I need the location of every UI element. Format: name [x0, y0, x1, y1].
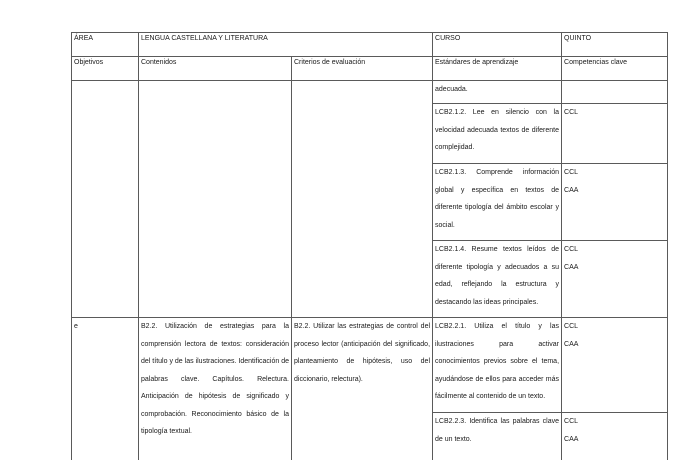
area-value: LENGUA CASTELLANA Y LITERATURA: [139, 33, 433, 57]
competencias-cell: CCL: [562, 104, 668, 164]
col-objetivos: Objetivos: [72, 57, 139, 81]
contenido-cell: B2.2. Utilización de estrategias para la comprensión lectora de textos: consideración del título y de las ilustraciones. Identificación de palabras clave. Capítulos. Relectura. Anticipación de hipótesis de significado y comprobación. Reconocimiento básico de la tipología textual.: [139, 318, 292, 460]
estandar-cell: adecuada.: [433, 81, 562, 104]
competencias-cell: CCL CAA: [562, 413, 668, 460]
col-competencias: Competencias clave: [562, 57, 668, 81]
course-label: CURSO: [433, 33, 562, 57]
column-header-row: [72, 57, 668, 81]
estandar-cell: LCB2.2.1. Utiliza el título y las ilustraciones para activar conocimientos previos sobre el tema, ayudándose de ellos para acceder más fácilmente al contenido de un texto.: [433, 318, 562, 413]
estandar-cell: LCB2.2.3. Identifica las palabras clave de un texto.: [433, 413, 562, 460]
table-row: [72, 318, 668, 413]
competencias-cell: [562, 81, 668, 104]
estandar-cell: LCB2.1.3. Comprende información global y específica en textos de diferente tipología del ámbito escolar y social.: [433, 164, 562, 241]
estandar-cell: LCB2.1.2. Lee en silencio con la velocidad adecuada textos de diferente complejidad.: [433, 104, 562, 164]
objetivo-cell-empty: [72, 81, 139, 318]
col-criterios: Criterios de evaluación: [292, 57, 433, 81]
header-row: [72, 33, 668, 57]
criterio-cell-empty: [292, 81, 433, 318]
table-row: [72, 81, 668, 104]
area-label: ÁREA: [72, 33, 139, 57]
criterio-cell: B2.2. Utilizar las estrategias de control del proceso lector (anticipación del significado, planteamiento de hipótesis, uso del diccionario, relectura).: [292, 318, 433, 460]
col-contenidos: Contenidos: [139, 57, 292, 81]
col-estandares: Estándares de aprendizaje: [433, 57, 562, 81]
curriculum-table: [71, 32, 668, 460]
objetivo-cell: e: [72, 318, 139, 460]
contenido-cell-empty: [139, 81, 292, 318]
competencias-cell: CCL CAA: [562, 164, 668, 241]
competencias-cell: CCL CAA: [562, 241, 668, 318]
estandar-cell: LCB2.1.4. Resume textos leídos de diferente tipología y adecuados a su edad, reflejando la estructura y destacando las ideas principales.: [433, 241, 562, 318]
competencias-cell: CCL CAA: [562, 318, 668, 413]
course-value: QUINTO: [562, 33, 668, 57]
